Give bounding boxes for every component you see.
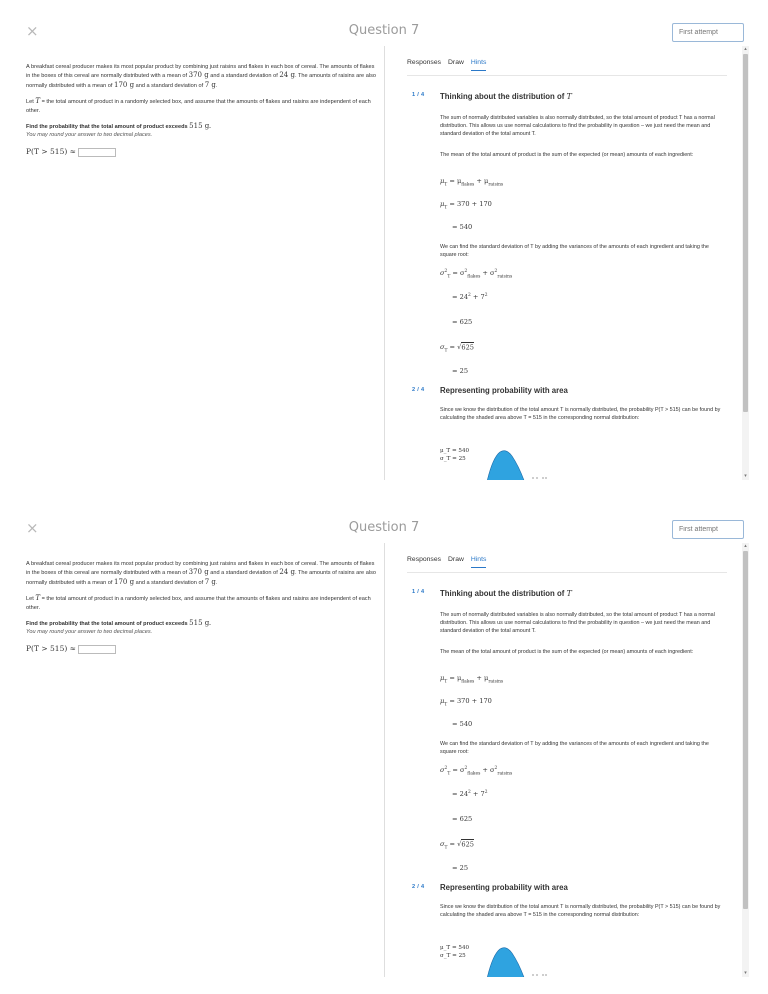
scrollbar-thumb[interactable] xyxy=(743,551,748,909)
mean-label: μ_T = 540 xyxy=(440,945,470,951)
tab-hints[interactable]: Hints xyxy=(471,59,487,71)
question-panel xyxy=(0,0,768,480)
page-title: Question 7 xyxy=(348,520,420,535)
hint-title: Representing probability with area xyxy=(440,883,568,892)
hint-equation: = $24^2 + 7^2$ xyxy=(452,293,488,302)
sd-label: σ_T = 25 xyxy=(440,456,466,462)
hint-equation: = 540 xyxy=(452,720,473,728)
hint-equation: $\sigma^2_T = \sigma^2_{flakes} + \sigma^2_{raisins}$ xyxy=(440,766,513,777)
hint-equation: = 625 xyxy=(452,318,473,326)
hint-equation: = 540 xyxy=(452,223,473,231)
mean-label: μ_T = 540 xyxy=(440,448,470,454)
hint-equation: = 625 xyxy=(452,815,473,823)
page-title: Question 7 xyxy=(348,23,420,38)
tab-responses[interactable]: Responses xyxy=(407,556,442,563)
hint-title: Thinking about the distribution of T xyxy=(440,92,572,101)
tab-underline xyxy=(407,572,727,573)
answer-input[interactable] xyxy=(78,645,116,654)
hint-equation: $\mu_T = \mu_{flakes} + \mu_{raisins}$ xyxy=(440,674,504,685)
hint-paragraph: Since we know the distribution of the total amount T is normally distributed, the probability P(T > 515) can be found by calculating the shaded area above T = 515 in the corresponding normal distribution: xyxy=(440,407,721,422)
scrollbar[interactable] xyxy=(742,46,749,480)
hint-paragraph: The mean of the total amount of product is the sum of the expected (or mean) amounts of each ingredient: xyxy=(440,152,694,158)
hints-pane xyxy=(385,46,741,480)
hint-paragraph: Since we know the distribution of the total amount T is normally distributed, the probability P(T > 515) can be found by calculating the shaded area above T = 515 in the corresponding normal distribution: xyxy=(440,904,721,919)
hint-equation: $\sigma_T = √625$ xyxy=(440,840,474,851)
hint-equation: = $24^2 + 7^2$ xyxy=(452,790,488,799)
hint-paragraph: We can find the standard deviation of T by adding the variances of the amounts of each ingredient and taking the square root: xyxy=(440,244,709,259)
normal-curve-icon xyxy=(440,446,580,480)
scrollbar-thumb[interactable] xyxy=(743,54,748,412)
normal-curve-icon xyxy=(440,943,580,977)
hint-number: 2 / 4 xyxy=(412,884,425,890)
question-paragraph-1: A breakfast cereal producer makes its most popular product by combining just raisins and flakes in each box of cereal. The amounts of flakes in the boxes of this cereal are normally distributed with a mean of 370 g and a standard deviation of 24 g. The amounts of raisins are also normally distributed with a mean of 170 g and a standard deviation of 7 g. xyxy=(26,64,376,89)
hint-equation: $\mu_T = \mu_{flakes} + \mu_{raisins}$ xyxy=(440,177,504,188)
attempt-input[interactable] xyxy=(672,23,744,42)
hints-pane xyxy=(385,543,741,977)
question-body xyxy=(26,560,378,654)
tab-hints[interactable]: Hints xyxy=(471,556,487,568)
answer-prefix: P(T > 515) ≈ xyxy=(26,644,76,654)
attempt-input[interactable] xyxy=(672,520,744,539)
question-paragraph-2: Let T = the total amount of product in a randomly selected box, and assume that the amounts of flakes and raisins are independent of each other. xyxy=(26,594,371,611)
answer-input[interactable] xyxy=(78,148,116,157)
close-icon[interactable]: × xyxy=(26,519,39,537)
close-icon[interactable]: × xyxy=(26,22,39,40)
hint-title: Thinking about the distribution of T xyxy=(440,589,572,598)
hint-number: 2 / 4 xyxy=(412,387,425,393)
scroll-down-icon[interactable]: ▾ xyxy=(744,970,747,976)
top-bar xyxy=(0,497,768,543)
tab-responses[interactable]: Responses xyxy=(407,59,442,66)
scroll-up-icon[interactable]: ▴ xyxy=(744,543,747,549)
rounding-note: You may round your answer to two decimal places. xyxy=(26,629,153,636)
tab-draw[interactable]: Draw xyxy=(448,556,464,563)
hint-number: 1 / 4 xyxy=(412,589,425,595)
normal-curve-graphic xyxy=(440,943,580,977)
tab-bar xyxy=(407,59,486,71)
rounding-note: You may round your answer to two decimal places. xyxy=(26,132,153,139)
hint-number: 1 / 4 xyxy=(412,92,425,98)
question-panel xyxy=(0,497,768,977)
hint-paragraph: We can find the standard deviation of T by adding the variances of the amounts of each ingredient and taking the square root: xyxy=(440,741,709,756)
tab-underline xyxy=(407,75,727,76)
normal-curve-graphic xyxy=(440,446,580,480)
hint-paragraph: The sum of normally distributed variables is also normally distributed, so the total amount of product T has a normal distribution. This allows us use normal calculations to find the probability in question – we just need the mean and standard deviation of the total amount T. xyxy=(440,612,715,635)
hint-equation: $\sigma^2_T = \sigma^2_{flakes} + \sigma^2_{raisins}$ xyxy=(440,269,513,280)
hint-equation: $\mu_T = 370 + 170$ xyxy=(440,697,492,708)
scroll-down-icon[interactable]: ▾ xyxy=(744,473,747,479)
scroll-up-icon[interactable]: ▴ xyxy=(744,46,747,52)
hint-equation: $\mu_T = 370 + 170$ xyxy=(440,200,492,211)
hint-equation: = 25 xyxy=(452,864,469,872)
answer-row xyxy=(26,645,378,654)
tab-draw[interactable]: Draw xyxy=(448,59,464,66)
hint-paragraph: The sum of normally distributed variables is also normally distributed, so the total amount of product T has a normal distribution. This allows us use normal calculations to find the probability in question – we just need the mean and standard deviation of the total amount T. xyxy=(440,115,715,138)
hint-paragraph: The mean of the total amount of product is the sum of the expected (or mean) amounts of each ingredient: xyxy=(440,649,694,655)
hint-equation: $\sigma_T = √625$ xyxy=(440,343,474,354)
question-body xyxy=(26,63,378,157)
top-bar xyxy=(0,0,768,46)
question-paragraph-1: A breakfast cereal producer makes its most popular product by combining just raisins and flakes in each box of cereal. The amounts of flakes in the boxes of this cereal are normally distributed with a mean of 370 g and a standard deviation of 24 g. The amounts of raisins are also normally distributed with a mean of 170 g and a standard deviation of 7 g. xyxy=(26,561,376,586)
answer-row xyxy=(26,148,378,157)
scrollbar[interactable] xyxy=(742,543,749,977)
question-instruction: Find the probability that the total amount of product exceeds 515 g. xyxy=(26,619,211,628)
question-instruction: Find the probability that the total amount of product exceeds 515 g. xyxy=(26,122,211,131)
hint-equation: = 25 xyxy=(452,367,469,375)
sd-label: σ_T = 25 xyxy=(440,953,466,959)
question-paragraph-2: Let T = the total amount of product in a randomly selected box, and assume that the amounts of flakes and raisins are independent of each other. xyxy=(26,97,371,114)
answer-prefix: P(T > 515) ≈ xyxy=(26,147,76,157)
hint-title: Representing probability with area xyxy=(440,386,568,395)
tab-bar xyxy=(407,556,486,568)
